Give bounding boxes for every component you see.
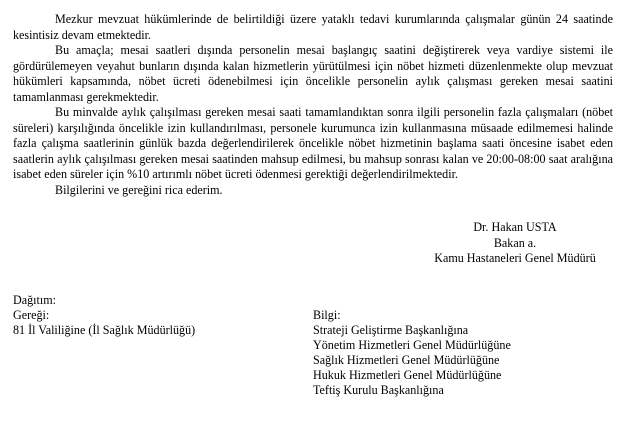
paragraph-3: Bu minvalde aylık çalışılması gereken mesai saati tamamlandıktan sonra ilgili personelin fazla çalışmaları (nöbet süreleri) karşılığında öncelikle izin kullandırılması, personele kurumunca izin kullanmasına müsaade edilmemesi halinde fazla çalışma saatlerinin günlük bazda değerlendirilerek öncelikle nöbet hizmetinin başlama saati öncesine isabet eden saatlerin aylık çalışılması gereken mesai saatinden mahsup edilmesi, bu mahsup sonrası kalan ve 20:00-08:00 saat aralığına isabet eden süreler için %10 artırımlı nöbet ücreti ödenmesi gerektiği değerlendirilmektedir. [13, 105, 613, 181]
gereg-item: 81 İl Valiliğine (İl Sağlık Müdürlüğü) [13, 323, 196, 337]
distribution-columns [13, 308, 613, 398]
gereg-label: Gereği: [13, 308, 50, 322]
paragraph-2: Bu amaçla; mesai saatleri dışında personelin mesai başlangıç saatini değiştirerek veya vardiye sistemi ile gördürülemeyen veyahut bunların dışında kalan hizmetlerin yürütülmesi için nöbet hizmeti düzenlenmekte olup mevzuat hükümleri kapsamında, nöbet ücreti ödenebilmesi için öncelikle personelin aylık çalışması gereken mesai saatini tamamlanması gerekmektedir. [13, 43, 613, 104]
distribution-block [13, 293, 613, 398]
distribution-title: Dağıtım: [13, 293, 56, 307]
letter-body [13, 12, 613, 198]
paragraph-1: Mezkur mevzuat hükümlerinde de belirtildiği üzere yataklı tedavi kurumlarında çalışmalar günün 24 saatinde kesintisiz devam etmektedir. [13, 12, 613, 42]
bilgi-item: Sağlık Hizmetleri Genel Müdürlüğüne [313, 353, 500, 367]
signatory-name: Dr. Hakan USTA [473, 220, 557, 234]
bilgi-item: Yönetim Hizmetleri Genel Müdürlüğüne [313, 338, 511, 352]
signature-block [420, 220, 610, 267]
bilgi-column [313, 308, 511, 398]
bilgi-item: Hukuk Hizmetleri Genel Müdürlüğüne [313, 368, 502, 382]
bilgi-item: Strateji Geliştirme Başkanlığına [313, 323, 469, 337]
signatory-title: Kamu Hastaneleri Genel Müdürü [434, 251, 596, 265]
gereg-column [13, 308, 313, 398]
bilgi-label: Bilgi: [313, 308, 341, 322]
bilgi-item: Teftiş Kurulu Başkanlığına [313, 383, 444, 397]
paragraph-4: Bilgilerini ve gereğini rica ederim. [55, 182, 223, 197]
signatory-role: Bakan a. [493, 235, 537, 250]
